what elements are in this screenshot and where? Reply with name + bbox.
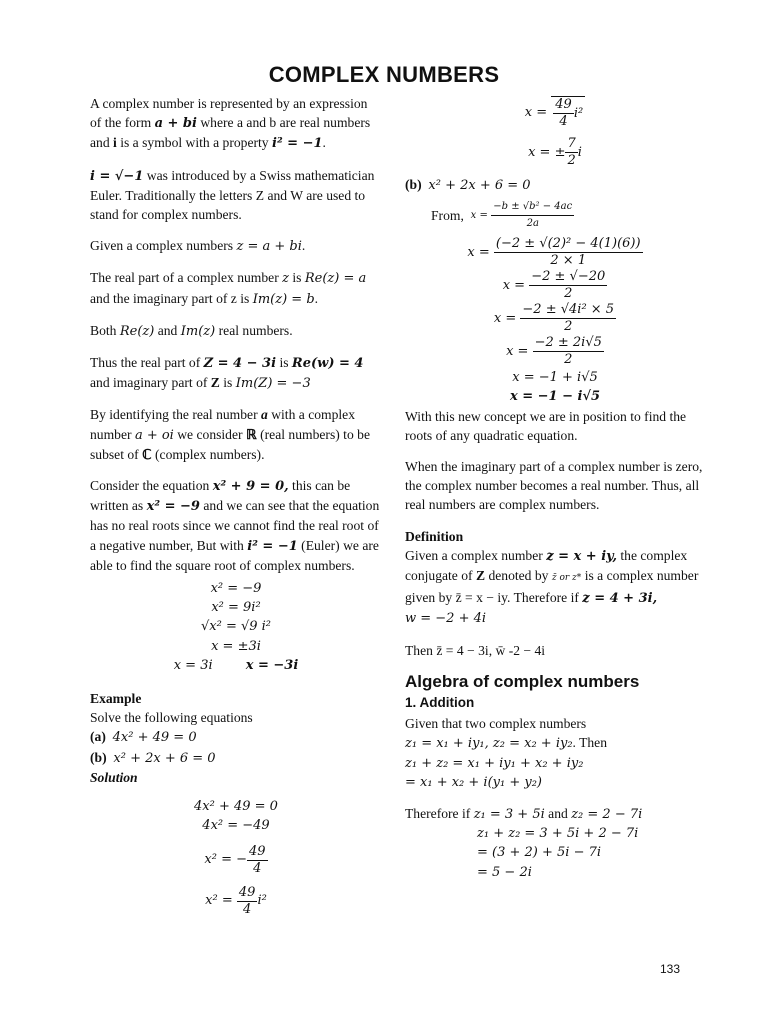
addition-definition: z₁ = x₁ + iy₁, z₂ = x₂ + iy₂. Then xyxy=(405,735,608,752)
fraction: $\frac{7}{2}$ xyxy=(567,136,576,168)
euler-paragraph: i = √−1 was introduced by a Swiss mathematician Euler. Traditionally the letters Z and W are used to stand for complex numbers. xyxy=(90,167,375,223)
thus-paragraph: Thus the real part of Z = 4 − 3i is Re(w) = 4 and imaginary part of Z is Im(Z) = −3 xyxy=(90,355,364,392)
sqrt-expression: $\frac{49}{4}$ i² xyxy=(551,96,585,130)
identify-paragraph: By identifying the real number a with a complex number a + oi we consider ℝ (real numbers) to be subset of ℂ (complex numbers). xyxy=(90,407,370,462)
given-paragraph: Given a complex numbers z = a + bi. xyxy=(90,238,306,255)
solution-step: x² = − $\frac{49}{4}$ xyxy=(204,843,266,876)
fraction: $\frac{49}{4}$ xyxy=(555,97,572,129)
solution-step: x = $\frac{49}{4}$ i² xyxy=(524,97,584,129)
addition-sum: z₁ + z₂ = x₁ + iy₁ + x₂ + iy₂ xyxy=(405,755,584,771)
section-heading: Algebra of complex numbers xyxy=(405,671,640,691)
page-number: 133 xyxy=(659,962,680,976)
solution-step: x = $\frac{\text{−2 ± √4i² × 5}}{2}$ xyxy=(493,302,615,335)
solution-step: x = ± $\frac{7}{2}$ i xyxy=(528,136,582,168)
fraction: $\frac{\text{−b ± √b² − 4ac}}{2a}$ xyxy=(493,201,573,230)
part-b-heading: (b) x² + 2x + 6 = 0 xyxy=(405,177,531,193)
fraction: $\frac{49}{4}$ xyxy=(238,884,256,917)
right-column xyxy=(405,96,705,882)
quadratic-formula: From, x = $\frac{\text{−b ± √b² − 4ac}}{2a}$ xyxy=(405,199,705,232)
equation-line: x = 3i x = −3i xyxy=(173,657,299,673)
solution-heading: Solution xyxy=(90,769,138,785)
equation-line: x² = 9i² xyxy=(211,600,261,616)
imaginary-zero-paragraph: When the imaginary part of a complex number is zero, the complex number becomes a real number. Thus, all real numbers are complex numbers. xyxy=(405,459,703,513)
both-paragraph: Both Re(z) and Im(z) real numbers. xyxy=(90,322,293,339)
fraction: $\frac{\text{−2 ± √4i² × 5}}{2}$ xyxy=(522,302,615,335)
solution-step: x = $\frac{-2 \pm √-20}{2}$ xyxy=(502,269,606,302)
fraction: $\frac{\text{(−2 ± √(2)² − 4(1)(6))}}{2 \times 1}$ xyxy=(495,236,641,269)
equation-line: √x² = √9 i² xyxy=(200,619,272,635)
addition-text: Given that two complex numbers xyxy=(405,716,587,732)
subsection-heading: 1. Addition xyxy=(405,695,475,711)
real-part-paragraph: The real part of a complex number z is Re(z) = a and the imaginary part of z is Im(z) = b. xyxy=(90,270,367,307)
definition-heading: Definition xyxy=(405,528,464,544)
left-column xyxy=(90,94,382,918)
solution-step: x = $\frac{\text{(−2 ± √(2)² − 4(1)(6))}}{2 \times 1}$ xyxy=(467,236,641,269)
example-item-b: (b) x² + 2x + 6 = 0 xyxy=(90,749,216,766)
example-heading: Example xyxy=(90,691,142,707)
intro-paragraph: A complex number is represented by an expression of the form a + bi where a and b are real numbers and i is a symbol with a property i² = −1. xyxy=(90,96,371,152)
solution-step: x = −1 − i√5 xyxy=(509,389,601,405)
page-title: COMPLEX NUMBERS xyxy=(268,62,500,87)
equation-line: x = ±3i xyxy=(211,638,261,654)
fraction: $\frac{-2 \pm 2i√5}{2}$ xyxy=(534,335,602,368)
solution-step: 4x² + 49 = 0 xyxy=(194,799,278,815)
then-line: Then z̄ = 4 − 3i, w̄ -2 − 4i xyxy=(405,642,546,658)
consider-paragraph: Consider the equation x² + 9 = 0, this can be written as x² = −9 and we can see that the equation has no real roots since we cannot find the real root of a negative number, But with i² = −1 (Euler) we are able to find the square root of complex numbers. xyxy=(90,478,380,573)
solution-step: 4x² = −49 xyxy=(202,818,270,834)
fraction: $\frac{49}{4}$ xyxy=(249,843,266,876)
addition-computation: z₁ + z₂ = 3 + 5i + 2 − 7i = (3 + 2) + 5i − 7i = 5 − 2i xyxy=(477,826,639,880)
square-root-derivation xyxy=(90,579,382,675)
addition-example: Therefore if z₁ = 3 + 5i and z₂ = 2 − 7i xyxy=(405,806,643,823)
new-concept-paragraph: With this new concept we are in position to find the roots of any quadratic equation. xyxy=(405,408,687,443)
solution-step: x = −1 + i√5 xyxy=(512,370,598,386)
fraction: $\frac{-2 \pm √-20}{2}$ xyxy=(531,269,606,302)
addition-sum: = x₁ + x₂ + i(y₁ + y₂) xyxy=(405,774,542,790)
solution-step: x = $\frac{-2 \pm 2i√5}{2}$ xyxy=(506,335,602,368)
solution-step: x² = $\frac{49}{4}$ i² xyxy=(205,884,267,917)
example-item-a: (a) 4x² + 49 = 0 xyxy=(90,729,197,746)
definition-paragraph: Given a complex number z = x + iy, the complex conjugate of Z denoted by z̄ or z* is a complex number given by z̄ = x − iy. Therefore if z = 4 + 3i, w = −2 + 4i xyxy=(405,547,699,627)
example-instruction: Solve the following equations xyxy=(90,710,253,726)
equation-line: x² = −9 xyxy=(210,581,262,597)
